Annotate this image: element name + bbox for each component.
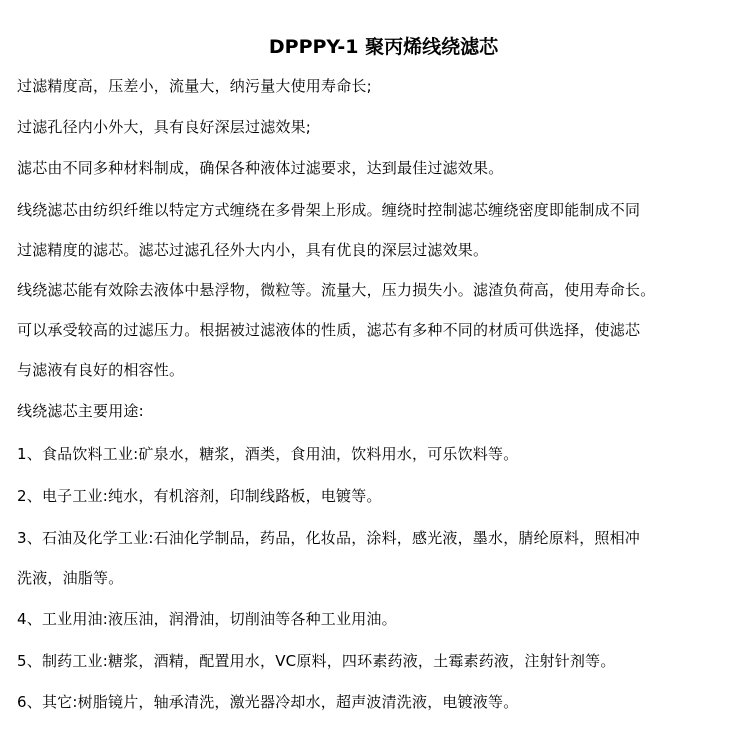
list-item: 1、食品饮料工业:矿泉水，糖浆，酒类，食用油，饮料用水，可乐饮料等。	[17, 445, 519, 463]
text-line: 滤芯由不同多种材料制成，确保各种液体过滤要求，达到最佳过滤效果。	[17, 159, 504, 177]
paragraph-features	[17, 66, 740, 106]
list-item: 6、其它:树脂镜片，轴承清洗，激光器冷却水，超声波清洗液，电镀液等。	[17, 693, 519, 711]
list-item-petrochemical	[17, 518, 740, 598]
text-line: 过滤精度的滤芯。滤芯过滤孔径外大内小，具有优良的深层过滤效果。	[17, 241, 489, 259]
list-item: 2、电子工业:纯水，有机溶剂，印制线路板，电镀等。	[17, 487, 382, 505]
list-item-food	[17, 434, 740, 474]
section-heading: 线绕滤芯主要用途:	[17, 402, 144, 420]
list-item: 5、制药工业:糖浆，酒精，配置用水，VC原料，四环素药液，土霉素药液，注射针剂等。	[17, 652, 616, 670]
list-item-industrial-oil	[17, 599, 740, 639]
paragraph-performance	[17, 270, 740, 390]
paragraph-pore-size	[17, 107, 740, 147]
text-line: 线绕滤芯由纺织纤维以特定方式缠绕在多骨架上形成。缠绕时控制滤芯缠绕密度即能制成不同	[17, 201, 641, 219]
list-item-pharma	[17, 641, 740, 681]
list-item: 3、石油及化学工业:石油化学制品，药品，化妆品，涂料，感光液，墨水，腈纶原料，照相冲	[17, 529, 641, 547]
paragraph-uses-heading	[17, 391, 740, 431]
document-title: DPPPY-1 聚丙烯线绕滤芯	[268, 36, 499, 58]
list-item-continuation: 洗液，油脂等。	[17, 569, 124, 587]
paragraph-construction	[17, 190, 740, 270]
text-line: 线绕滤芯能有效除去液体中悬浮物，微粒等。流量大，压力损失小。滤渣负荷高，使用寿命长。	[17, 281, 656, 299]
list-item-electronics	[17, 476, 740, 516]
list-item: 4、工业用油:液压油，润滑油，切削油等各种工业用油。	[17, 610, 397, 628]
paragraph-materials	[17, 148, 740, 188]
text-line: 过滤孔径内小外大，具有良好深层过滤效果;	[17, 118, 312, 136]
text-line: 可以承受较高的过滤压力。根据被过滤液体的性质，滤芯有多种不同的材质可供选择，使滤芯	[17, 321, 641, 339]
text-line: 与滤液有良好的相容性。	[17, 361, 185, 379]
list-item-other	[17, 682, 740, 722]
text-line: 过滤精度高，压差小，流量大，纳污量大使用寿命长;	[17, 77, 372, 95]
